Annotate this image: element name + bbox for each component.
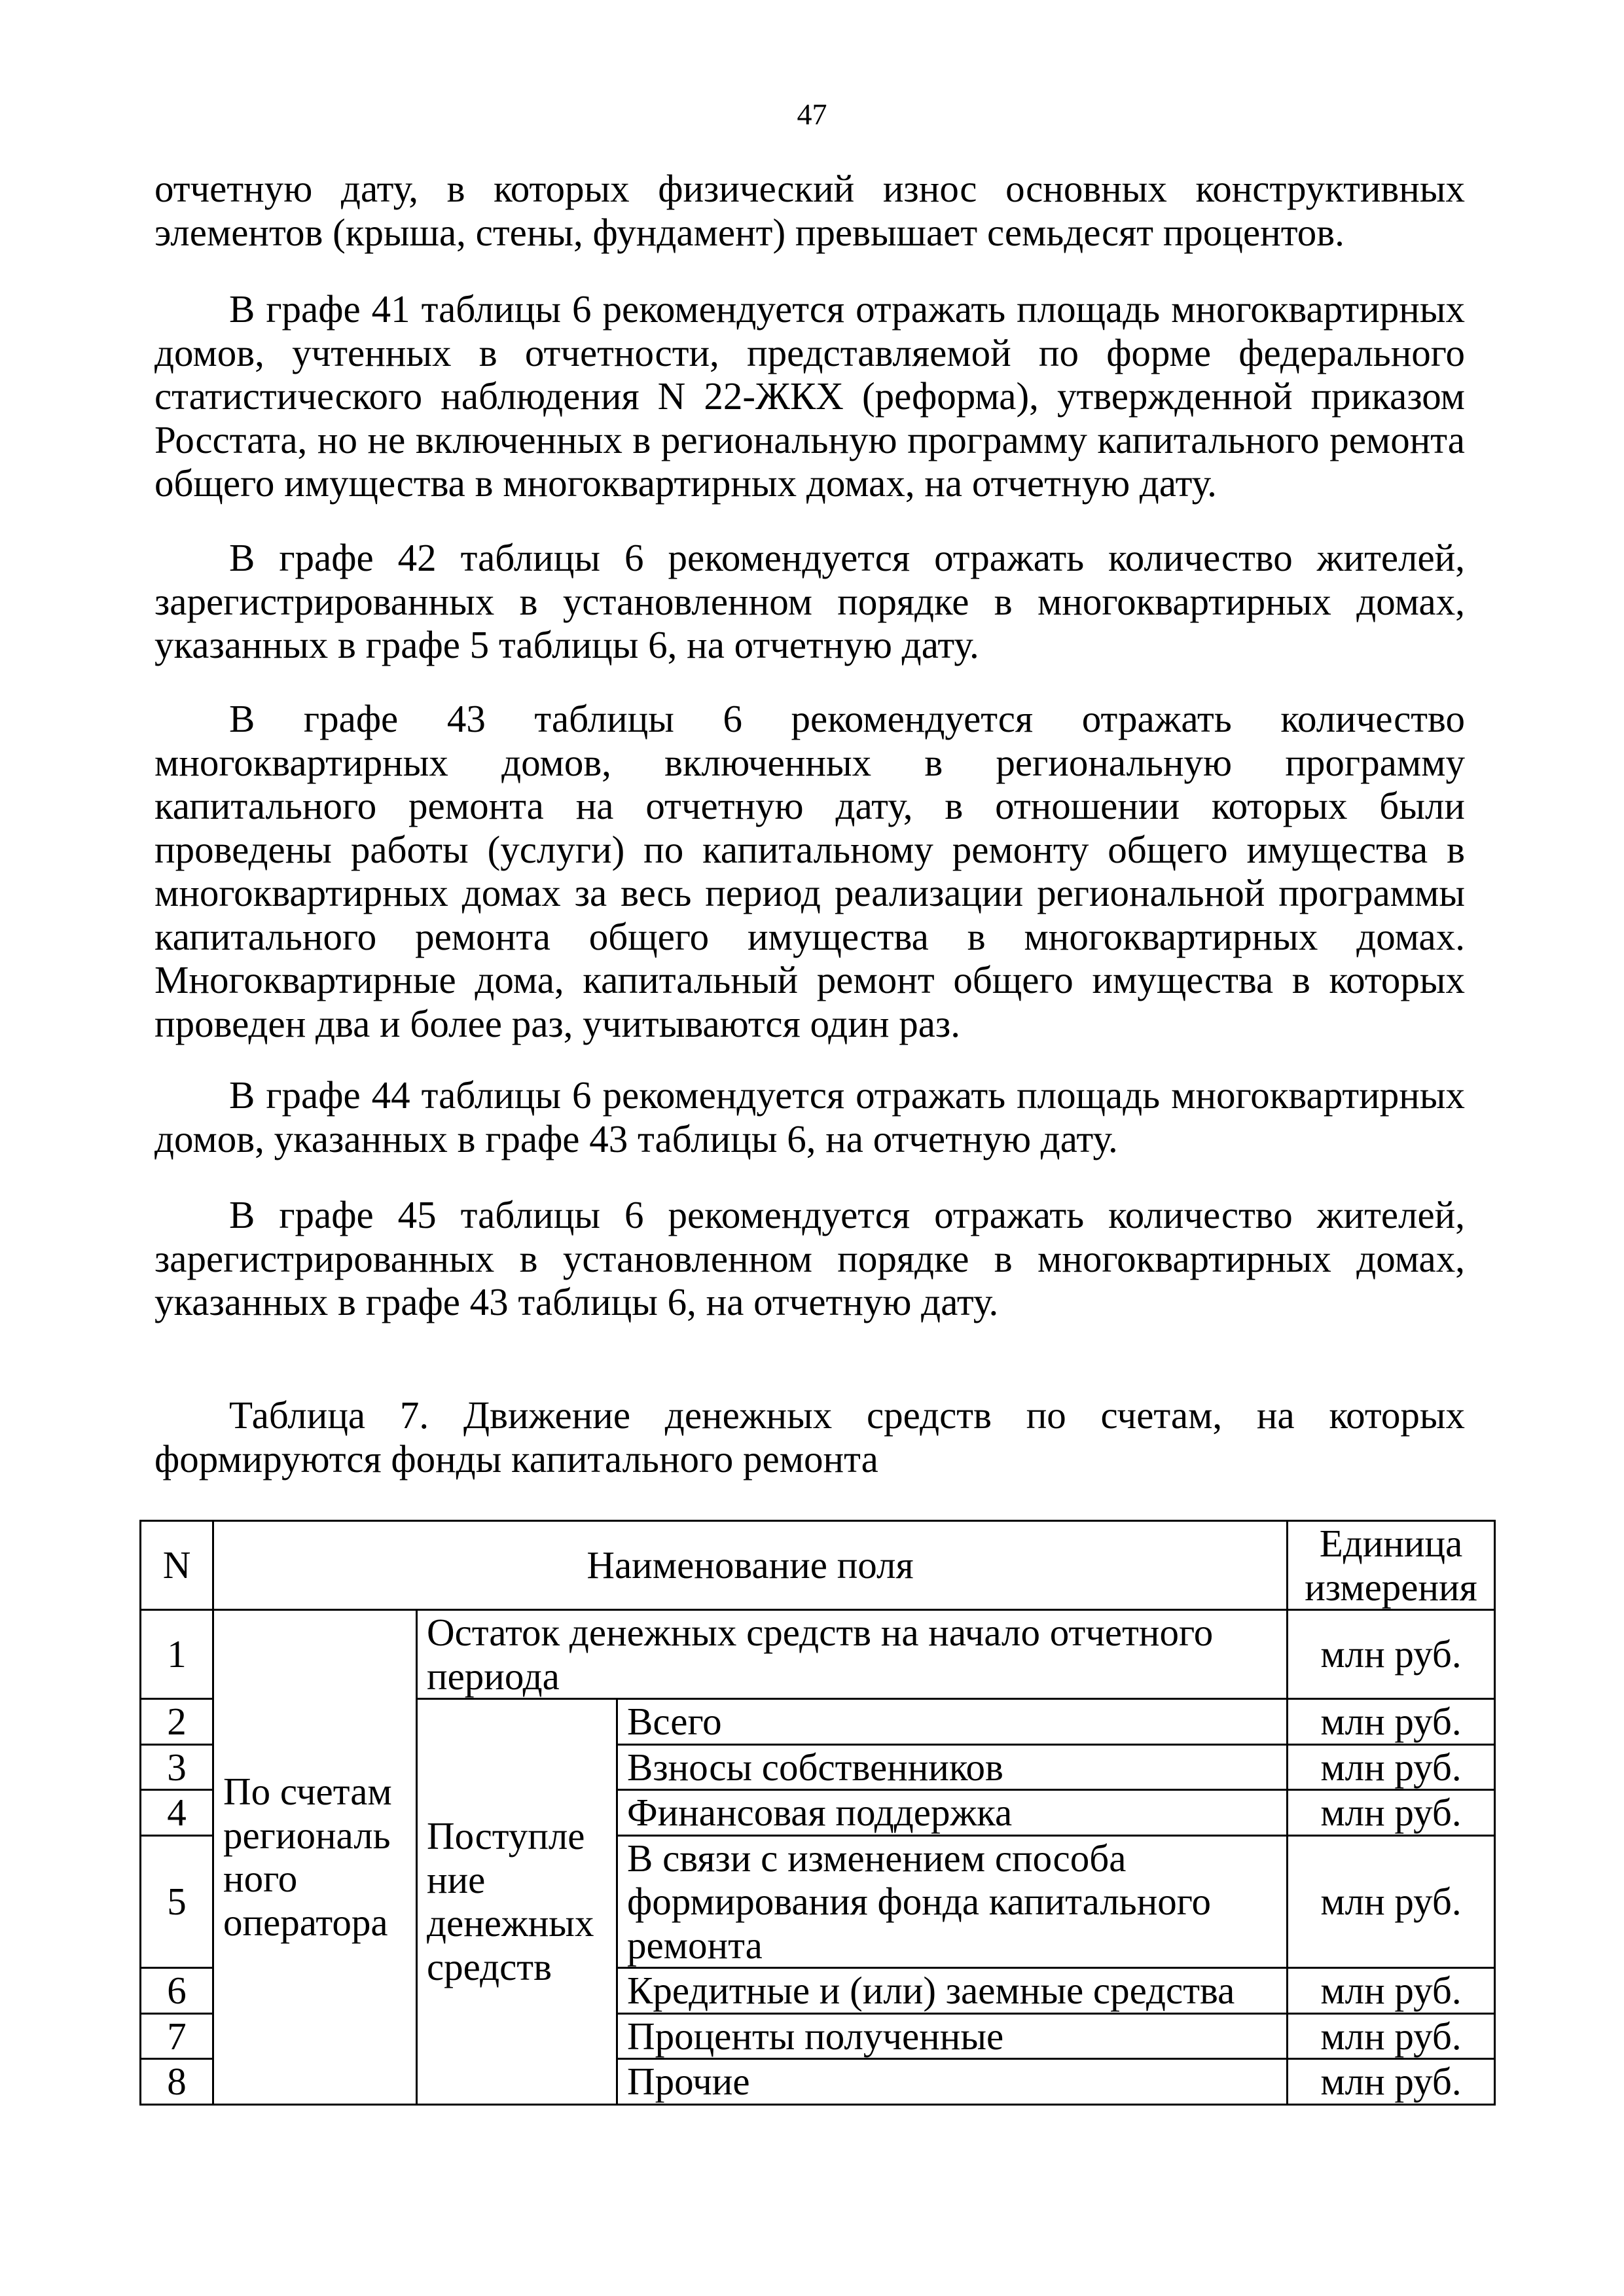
row-unit: млн руб.	[1288, 1610, 1495, 1699]
row-num: 6	[141, 1968, 213, 2014]
row-name: Остаток денежных средств на начало отчетного периода	[417, 1610, 1288, 1699]
table-caption	[154, 1393, 1465, 1480]
cash-flow-table	[139, 1520, 1496, 2106]
row-unit: млн руб.	[1288, 2013, 1495, 2059]
paragraph-continuation	[154, 167, 1465, 254]
row-num: 4	[141, 1790, 213, 1836]
paragraph-column-42	[154, 536, 1465, 667]
row-name: Проценты полученные	[617, 2013, 1288, 2059]
table-row	[141, 1610, 1495, 1699]
row-num: 7	[141, 2013, 213, 2059]
paragraph-column-43	[154, 697, 1465, 1045]
paragraph-text: В графе 42 таблицы 6 рекомендуется отражать количество жителей, зарегистрированных в установленном порядке в многоквартирных домах, указанных в графе 5 таблицы 6, на отчетную дату.	[154, 536, 1465, 666]
row-name: В связи с изменением способа формирования фонда капитального ремонта	[617, 1835, 1288, 1968]
row-num: 3	[141, 1744, 213, 1790]
paragraph-text: В графе 43 таблицы 6 рекомендуется отражать количество многоквартирных домов, включенных в региональную программу капитального ремонта на отчетную дату, в отношении которых были проведены работы (услуги) по капитальному ремонту общего имущества в многоквартирных домах за весь период реализации региональной программы капитального ремонта общего имущества в многоквартирных домах. Многоквартирные дома, капитальный ремонт общего имущества в которых проведен два и более раз, учитываются один раз.	[154, 697, 1465, 1045]
row-name: Прочие	[617, 2059, 1288, 2105]
paragraph-text: отчетную дату, в которых физический износ основных конструктивных элементов (крыша, стены, фундамент) превышает семьдесят процентов.	[154, 167, 1465, 254]
row-unit: млн руб.	[1288, 2059, 1495, 2105]
paragraph-column-41	[154, 287, 1465, 505]
table-header-row	[141, 1521, 1495, 1610]
paragraph-column-45	[154, 1193, 1465, 1324]
header-num: N	[141, 1521, 213, 1610]
row-num: 5	[141, 1835, 213, 1968]
row-name: Взносы собственников	[617, 1744, 1288, 1790]
row-unit: млн руб.	[1288, 1699, 1495, 1745]
paragraph-text: В графе 45 таблицы 6 рекомендуется отражать количество жителей, зарегистрированных в установленном порядке в многоквартирных домах, указанных в графе 43 таблицы 6, на отчетную дату.	[154, 1193, 1465, 1323]
row-unit: млн руб.	[1288, 1790, 1495, 1836]
row-num: 1	[141, 1610, 213, 1699]
row-unit: млн руб.	[1288, 1968, 1495, 2014]
paragraph-text: В графе 44 таблицы 6 рекомендуется отражать площадь многоквартирных домов, указанных в графе 43 таблицы 6, на отчетную дату.	[154, 1073, 1465, 1160]
row-name: Всего	[617, 1699, 1288, 1745]
table-caption-text: Таблица 7. Движение денежных средств по счетам, на которых формируются фонды капитального ремонта	[154, 1393, 1465, 1480]
row-name: Кредитные и (или) заемные средства	[617, 1968, 1288, 2014]
row-name: Финансовая поддержка	[617, 1790, 1288, 1836]
paragraph-column-44	[154, 1073, 1465, 1160]
row-unit: млн руб.	[1288, 1835, 1495, 1968]
group-cash-receipt: Поступле ние денежных средств	[417, 1699, 617, 2105]
page-number: 47	[797, 98, 827, 131]
row-unit: млн руб.	[1288, 1744, 1495, 1790]
header-unit: Единица измерения	[1288, 1521, 1495, 1610]
row-num: 2	[141, 1699, 213, 1745]
header-field-name: Наименование поля	[213, 1521, 1288, 1610]
paragraph-text: В графе 41 таблицы 6 рекомендуется отражать площадь многоквартирных домов, учтенных в отчетности, представляемой по форме федерального статистического наблюдения N 22-ЖКХ (реформа), утвержденной приказом Росстата, но не включенных в региональную программу капитального ремонта общего имущества в многоквартирных домах, на отчетную дату.	[154, 287, 1465, 505]
row-num: 8	[141, 2059, 213, 2105]
group-regional-operator: По счетам региональ ного оператора	[213, 1610, 417, 2105]
